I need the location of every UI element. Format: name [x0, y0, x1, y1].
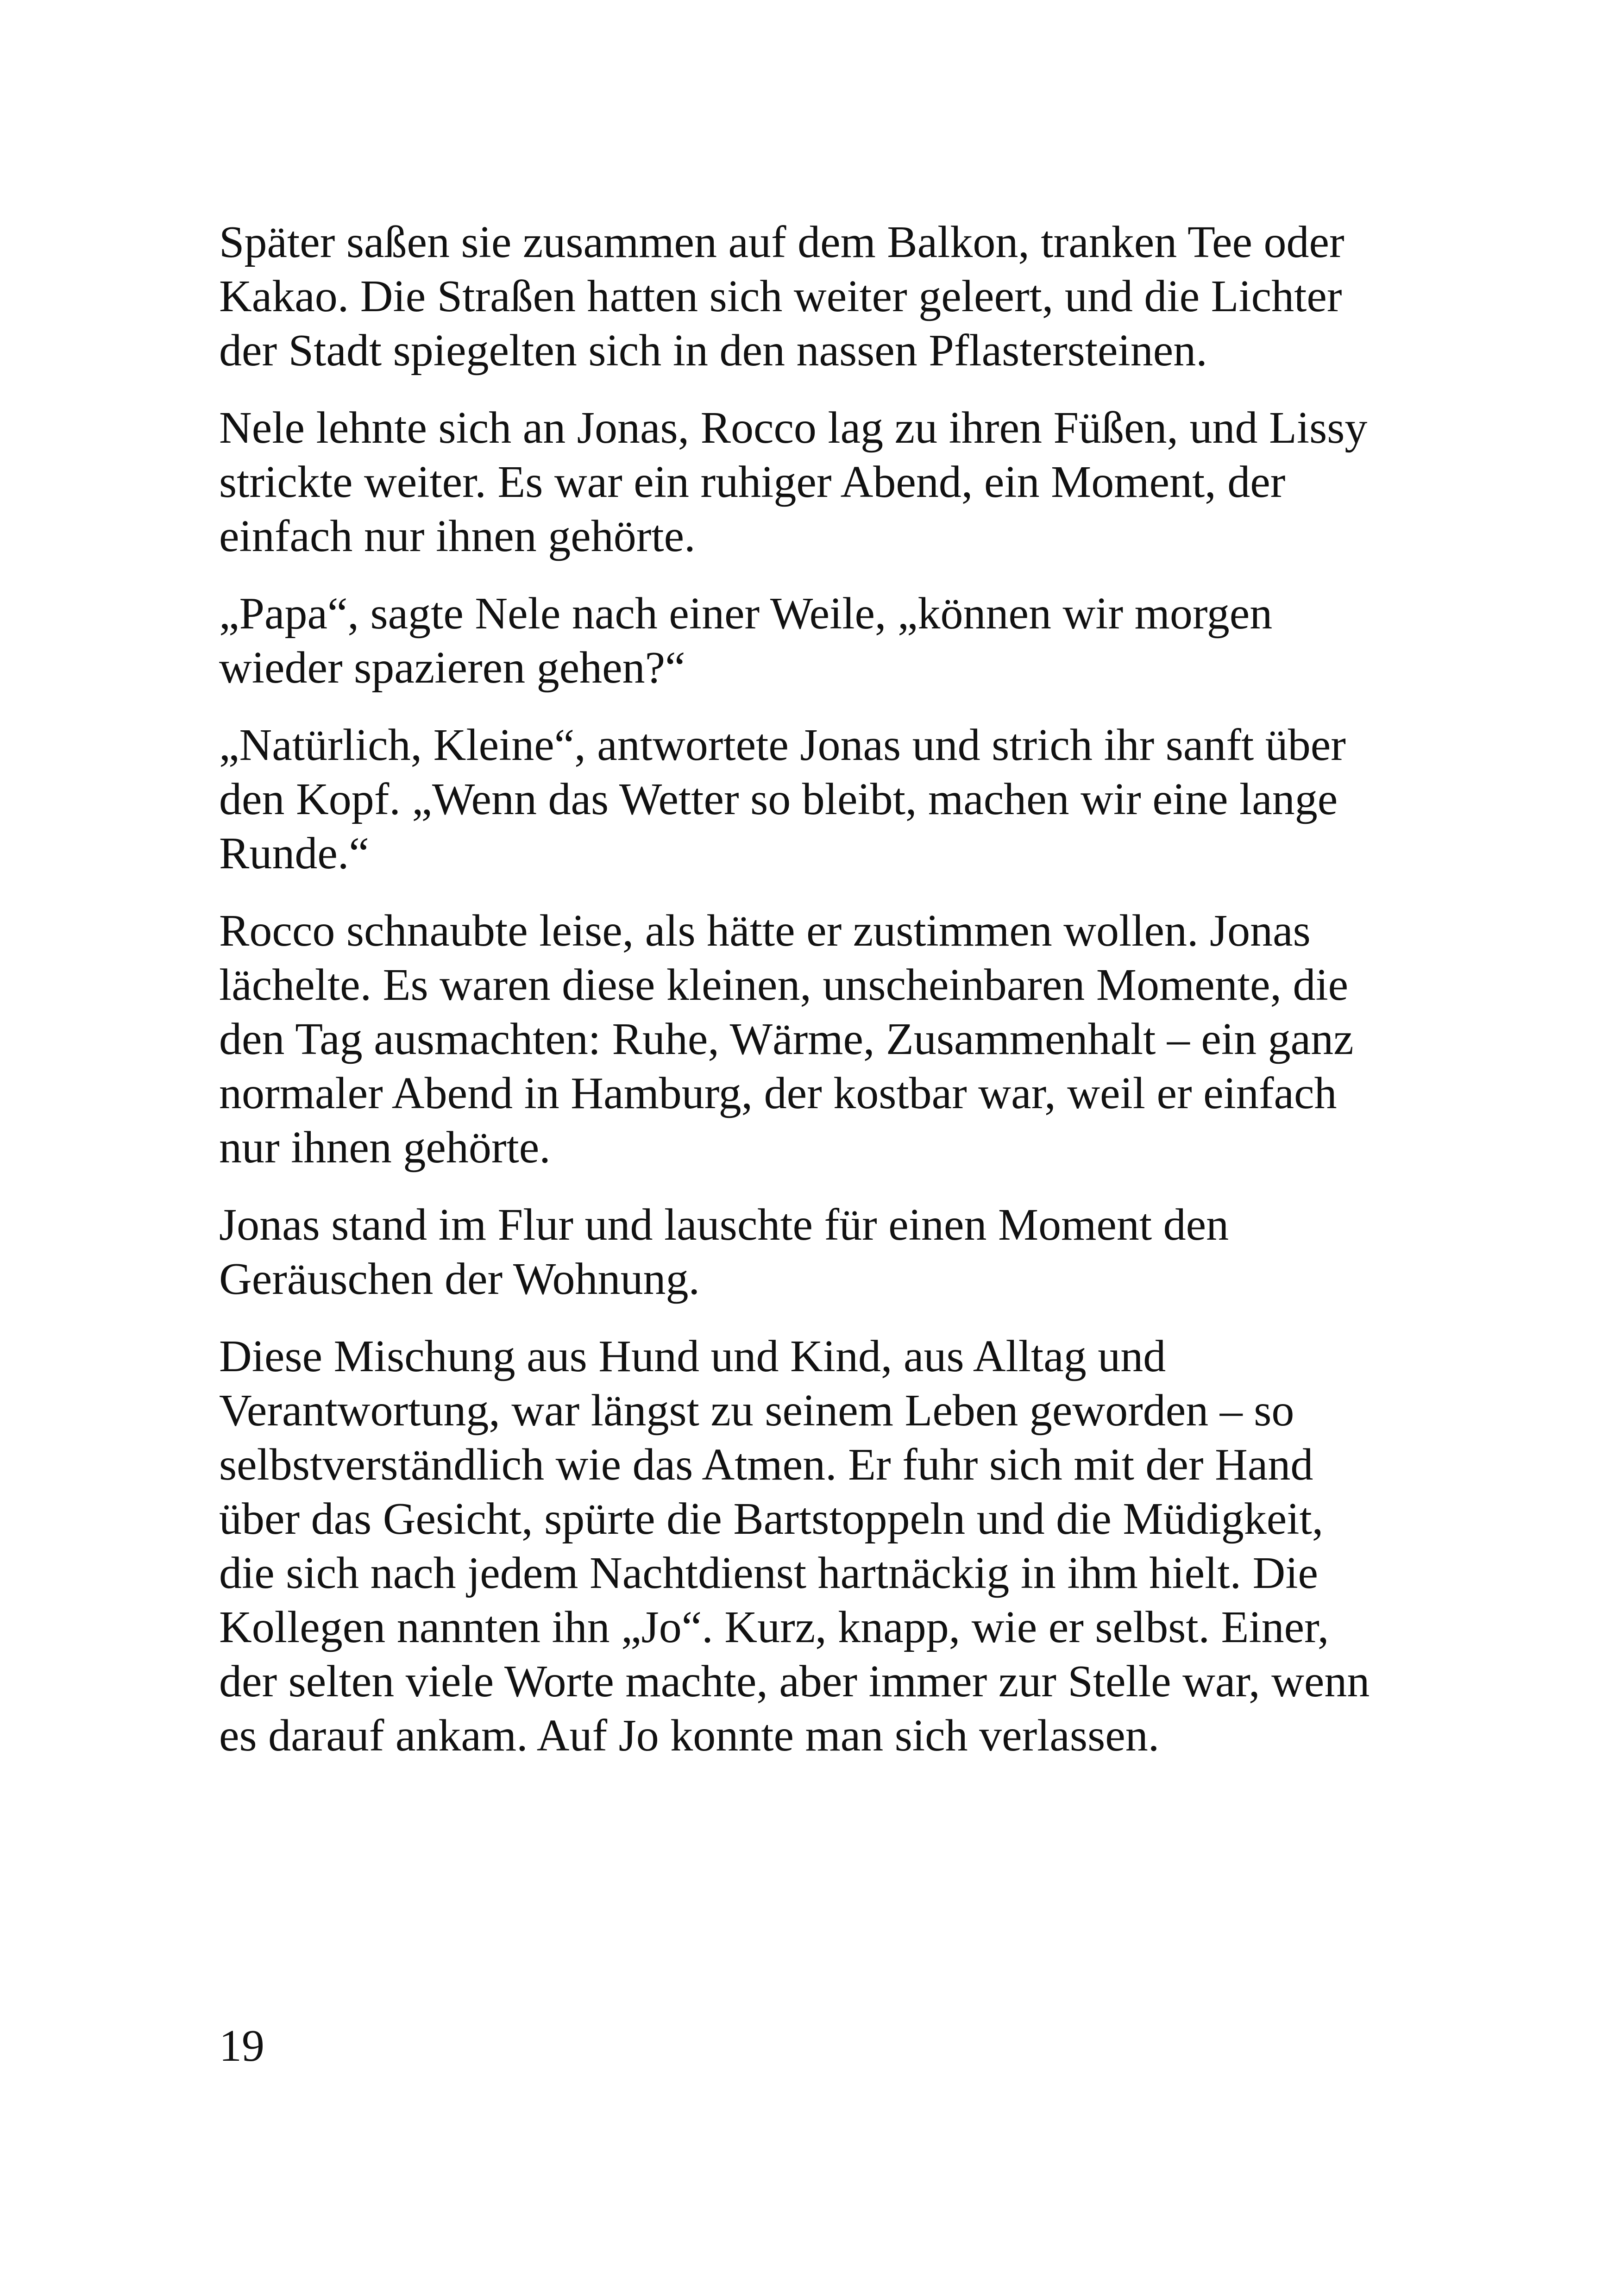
body-text: [219, 215, 1423, 1786]
paragraph-7: Diese Mischung aus Hund und Kind, aus Alltag und Verantwortung, war längst zu seinem Leben geworden – so selbstverständlich wie das Atmen. Er fuhr sich mit der Hand über das Gesicht, spürte die Bartstoppeln und die Müdigkeit, die sich nach jedem Nachtdienst hartnäckig in ihm hielt. Die Kollegen nannten ihn „Jo“. Kurz, knapp, wie er selbst. Einer, der selten viele Worte machte, aber immer zur Stelle war, wenn es darauf ankam. Auf Jo konnte man sich verlassen.: [219, 1331, 1370, 1761]
paragraph-6: Jonas stand im Flur und lauschte für einen Moment den Geräuschen der Wohnung.: [219, 1200, 1229, 1304]
paragraph-2: Nele lehnte sich an Jonas, Rocco lag zu ihren Füßen, und Lissy strickte weiter. Es war ein ruhiger Abend, ein Moment, der einfach nur ihnen gehörte.: [219, 403, 1368, 561]
page-number: 19: [219, 2021, 264, 2071]
paragraph-1: Später saßen sie zusammen auf dem Balkon, tranken Tee oder Kakao. Die Straßen hatten sich weiter geleert, und die Lichter der Stadt spiegelten sich in den nassen Pflastersteinen.: [219, 217, 1345, 376]
paragraph-4: „Natürlich, Kleine“, antwortete Jonas und strich ihr sanft über den Kopf. „Wenn das Wetter so bleibt, machen wir eine lange Runde.“: [219, 720, 1346, 878]
paragraph-3: „Papa“, sagte Nele nach einer Weile, „können wir morgen wieder spazieren gehen?“: [219, 589, 1273, 693]
paragraph-5: Rocco schnaubte leise, als hätte er zustimmen wollen. Jonas lächelte. Es waren diese kleinen, unscheinbaren Momente, die den Tag ausmachten: Ruhe, Wärme, Zusammenhalt – ein ganz normaler Abend in Hamburg, der kostbar war, weil er einfach nur ihnen gehörte.: [219, 906, 1354, 1173]
